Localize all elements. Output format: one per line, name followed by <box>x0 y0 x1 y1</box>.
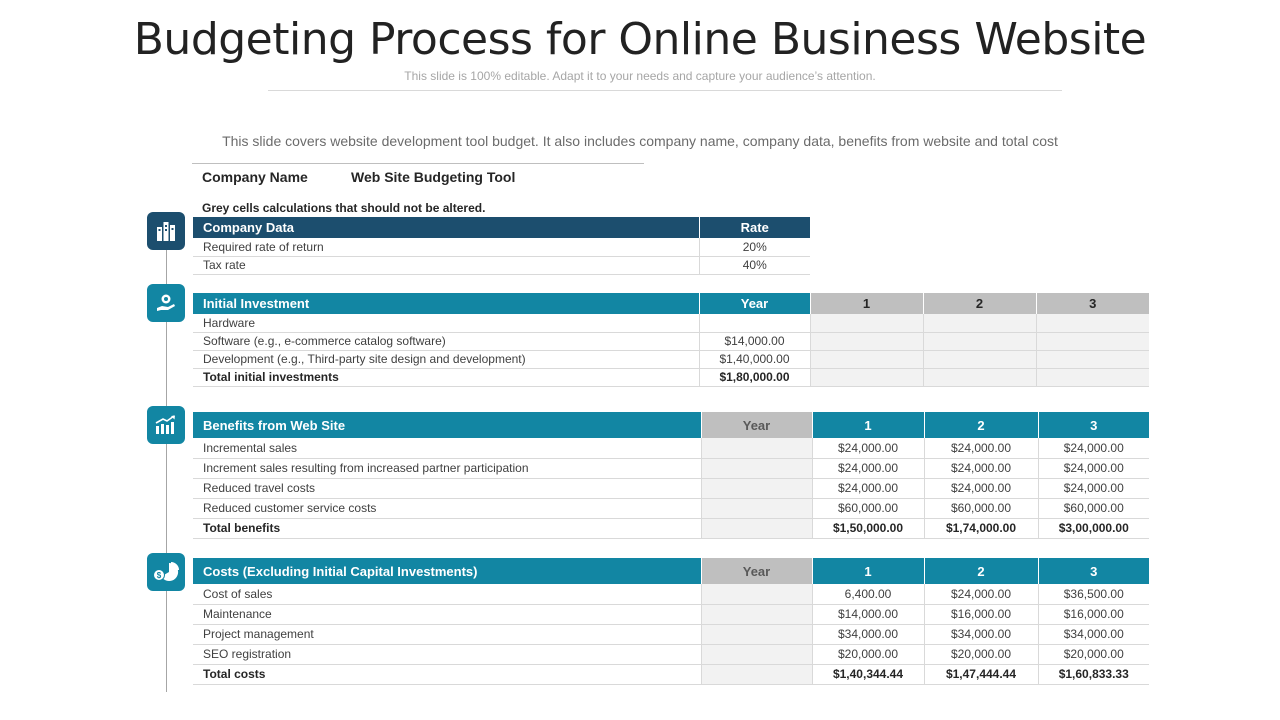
total-row: Total costs $1,40,344.44 $1,47,444.44 $1,60,833.33 <box>193 664 1149 684</box>
table-row: Reduced customer service costs $60,000.00 $60,000.00 $60,000.00 <box>193 498 1149 518</box>
costs-table: Costs (Excluding Initial Capital Investments) Year 1 2 3 Cost of sales 6,400.00 $24,000.00 $36,500.00 Maintenance $14,000.00 $16,000.00 $16,000.00 Project management $34,000.00 $34,000.00 $34,000.00 SEO registration $20,000.00 $20,000.00 $20,000.00 Total costs $1,40,344.44 $1,47,444.44 $1,60,833.33 <box>193 558 1149 685</box>
benefits-header: Benefits from Web Site <box>193 412 701 438</box>
svg-text:$: $ <box>156 571 162 580</box>
table-row: SEO registration $20,000.00 $20,000.00 $20,000.00 <box>193 644 1149 664</box>
table-row: Reduced travel costs $24,000.00 $24,000.00 $24,000.00 <box>193 478 1149 498</box>
company-data-table <box>193 217 810 275</box>
intro-text: This slide covers website development tool budget. It also includes company name, company data, benefits from website and total cost <box>222 133 1058 149</box>
growth-chart-icon <box>153 413 179 437</box>
money-hand-icon <box>154 291 178 315</box>
table-row: Required rate of return 20% <box>193 238 810 256</box>
costs-icon-box <box>147 553 185 591</box>
benefits-table: Benefits from Web Site Year 1 2 3 Incremental sales $24,000.00 $24,000.00 $24,000.00 Increment sales resulting from increased partner participation $24,000.00 $24,000.00 $24,000.00 Reduced travel costs $24,000.00 $24,000.00 $24,000.00 Reduced customer service costs $60,000.00 $60,000.00 $60,000.00 Total benefits $1,50,000.00 $1,74,000.00 $3,00,000.00 <box>193 412 1149 539</box>
table-row: Cost of sales 6,400.00 $24,000.00 $36,500.00 <box>193 584 1149 604</box>
table-row: Maintenance $14,000.00 $16,000.00 $16,000.00 <box>193 604 1149 624</box>
company-data-header: Company Data <box>193 217 699 238</box>
total-row: Total benefits $1,50,000.00 $1,74,000.00 $3,00,000.00 <box>193 518 1149 538</box>
dollar-pie-icon <box>152 560 180 584</box>
page-subtitle: This slide is 100% editable. Adapt it to your needs and capture your audience’s attention. <box>404 69 876 83</box>
buildings-icon <box>154 219 178 243</box>
table-row: Increment sales resulting from increased partner participation $24,000.00 $24,000.00 $24,000.00 <box>193 458 1149 478</box>
title-divider <box>268 90 1062 91</box>
table-row: Tax rate 40% <box>193 256 810 274</box>
table-row: Project management $34,000.00 $34,000.00 $34,000.00 <box>193 624 1149 644</box>
company-name-label: Company Name <box>202 169 308 185</box>
rate-header: Rate <box>699 217 810 238</box>
benefits-icon-box <box>147 406 185 444</box>
company-data-icon-box <box>147 212 185 250</box>
table-row: Incremental sales $24,000.00 $24,000.00 $24,000.00 <box>193 438 1149 458</box>
intro-divider <box>192 163 644 164</box>
total-row: Total initial investments $1,80,000.00 <box>193 368 1149 386</box>
investment-icon-box <box>147 284 185 322</box>
initial-investment-table: Initial Investment Year 1 2 3 Hardware Software (e.g., e-commerce catalog software) $14,000.00 Development (e.g., Third-party site design and development) $1,40,000.00 Total initial investments $1,80,000.00 <box>193 293 1149 387</box>
grey-cells-note: Grey cells calculations that should not be altered. <box>202 201 486 215</box>
costs-header: Costs (Excluding Initial Capital Investments) <box>193 558 701 584</box>
table-row: Development (e.g., Third-party site design and development) $1,40,000.00 <box>193 350 1149 368</box>
page-title: Budgeting Process for Online Business Website <box>133 14 1147 65</box>
table-row: Software (e.g., e-commerce catalog software) $14,000.00 <box>193 332 1149 350</box>
table-row: Hardware <box>193 314 1149 332</box>
initial-investment-header: Initial Investment <box>193 293 699 314</box>
company-name-value: Web Site Budgeting Tool <box>351 169 516 185</box>
